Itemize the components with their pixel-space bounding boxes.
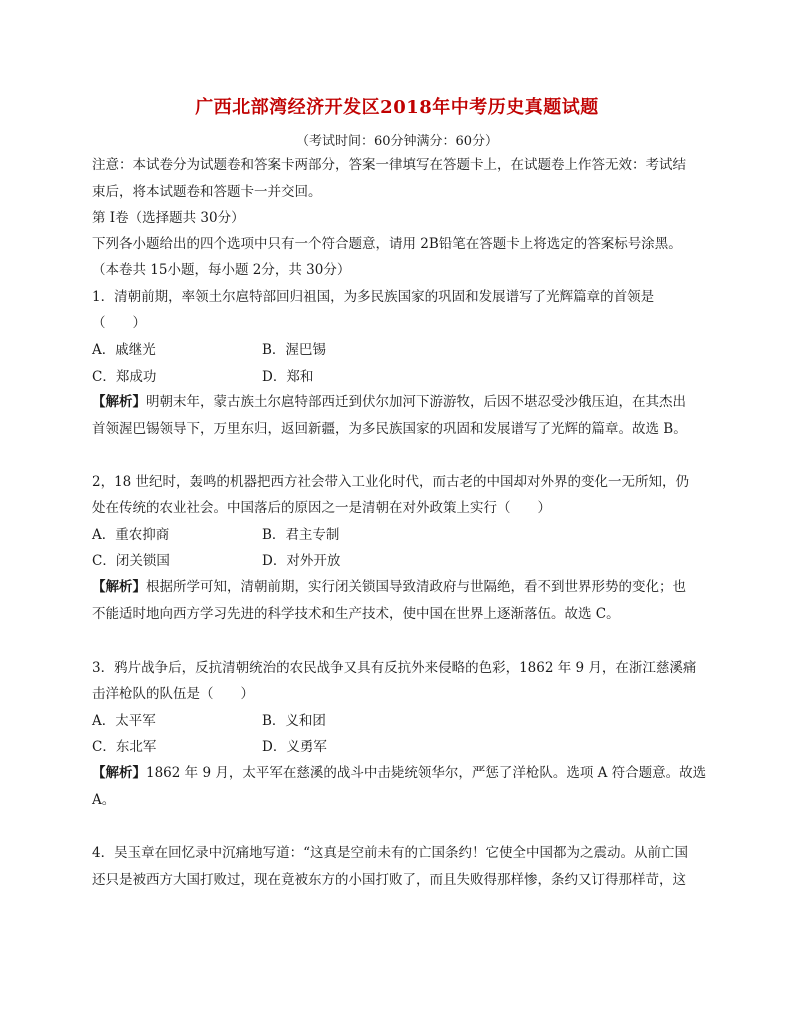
question-2-option-a: A．重农抑商 (92, 527, 170, 543)
question-2-stem: 2，18 世纪时，轰鸣的机器把西方社会带入工业化时代，而古老的中国却对外界的变化一无所知，仍 (92, 474, 690, 490)
question-2-stem-2: 处在传统的农业社会。中国落后的原因之一是清朝在对外政策上实行（ ） (92, 500, 551, 516)
question-2-analysis-1 (92, 577, 686, 597)
analysis-tag: 【解析】 (92, 579, 146, 595)
question-3-analysis-2: A。 (92, 792, 116, 808)
question-3-option-d: D．义勇军 (262, 739, 327, 755)
question-1-option-a: A．戚继光 (92, 342, 156, 358)
question-4-stem: 4．吴玉章在回忆录中沉痛地写道：“这真是空前未有的亡国条约！它使全中国都为之震动。从前亡国 (92, 845, 688, 861)
section-instruction: 下列各小题给出的四个选项中只有一个符合题意，请用 2B铅笔在答题卡上将选定的答案标号涂黑。 (92, 236, 682, 252)
question-1-blank: （ ） (92, 315, 146, 331)
question-2-analysis-2: 不能适时地向西方学习先进的科学技术和生产技术，使中国在世界上逐渐落伍。故选 C。 (92, 606, 620, 622)
notice-line-1: 注意：本试卷分为试题卷和答案卡两部分，答案一律填写在答题卡上，在试题卷上作答无效：考试结 (92, 157, 686, 173)
analysis-tag: 【解析】 (92, 765, 146, 781)
page-subtitle: （考试时间：60分钟满分：60分） (295, 134, 499, 149)
notice-line-2: 束后，将本试题卷和答题卡一并交回。 (92, 184, 322, 200)
question-2-option-d: D．对外开放 (262, 553, 341, 569)
analysis-text: 1862 年 9 月，太平军在慈溪的战斗中击毙统领华尔，严惩了洋枪队。选项 A 符合题意。故选 (146, 765, 707, 781)
question-1-option-d: D．郑和 (262, 369, 314, 385)
page-title: 广西北部湾经济开发区2018年中考历史真题试题 (195, 97, 599, 118)
analysis-text: 明朝末年，蒙古族土尔扈特部西迁到伏尔加河下游游牧，后因不堪忍受沙俄压迫，在其杰出 (146, 394, 686, 410)
question-1-analysis-2: 首领渥巴锡领导下，万里东归，返回新疆，为多民族国家的巩固和发展谱写了光辉的篇章。故选 B。 (92, 421, 687, 437)
question-3-stem: 3．鸦片战争后，反抗清朝统治的农民战争又具有反抗外来侵略的色彩，1862 年 9 月，在浙江慈溪痛 (92, 660, 697, 676)
question-2-option-c: C．闭关锁国 (92, 553, 170, 569)
question-1-analysis-1 (92, 392, 686, 412)
question-4-stem-2: 还只是被西方大国打败过，现在竟被东方的小国打败了，而且失败得那样惨，条约又订得那样苛，这 (92, 872, 686, 888)
question-2-option-b: B．君主专制 (262, 527, 340, 543)
question-3-stem-2: 击洋枪队的队伍是（ ） (92, 686, 254, 702)
analysis-text: 根据所学可知，清朝前期，实行闭关锁国导致清政府与世隔绝，看不到世界形势的变化；也 (146, 579, 686, 595)
analysis-tag: 【解析】 (92, 394, 146, 410)
question-3-option-a: A．太平军 (92, 713, 156, 729)
question-1-option-b: B．渥巴锡 (262, 342, 326, 358)
section-header: 第 Ⅰ卷（选择题共 30分） (92, 210, 245, 226)
question-3-option-c: C．东北军 (92, 739, 157, 755)
question-3-option-b: B．义和团 (262, 713, 326, 729)
question-1-stem: 1．清朝前期，率领土尔扈特部回归祖国，为多民族国家的巩固和发展谱写了光辉篇章的首领是 (92, 289, 655, 305)
question-1-option-c: C．郑成功 (92, 369, 157, 385)
question-3-analysis-1 (92, 763, 706, 783)
section-note: （本卷共 15小题，每小题 2分，共 30分） (92, 262, 351, 278)
